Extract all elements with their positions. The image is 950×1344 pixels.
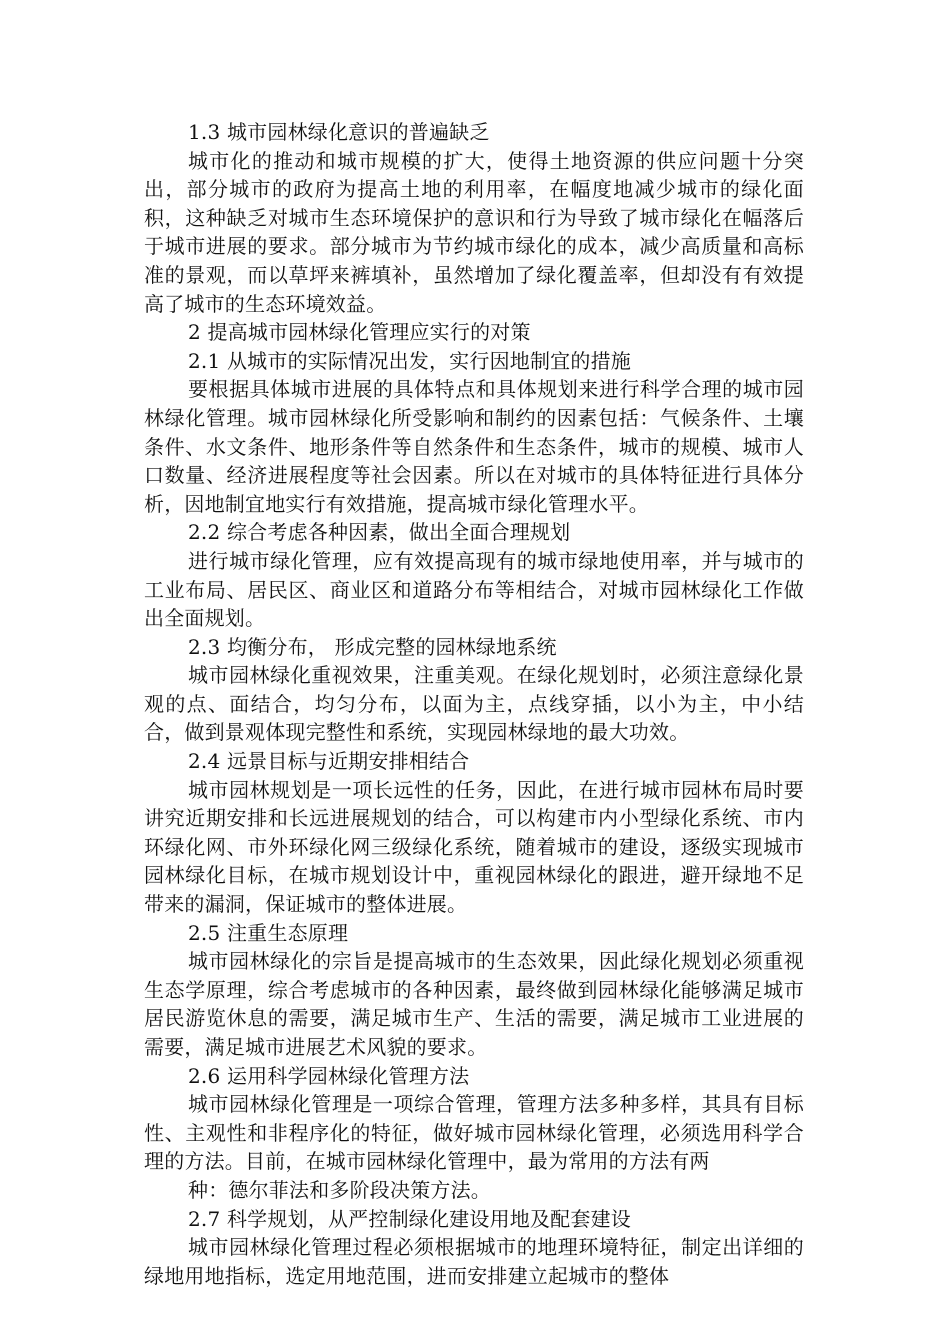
subsection-heading: 2.1 从城市的实际情况出发，实行因地制宜的措施 [188,348,631,373]
body-paragraph: 城市园林绿化的宗旨是提高城市的生态效果，因此绿化规划必须重视生态学原理，综合考虑城市的各种因素，最终做到园林绿化能够满足城市居民游览休息的需要，满足城市生产、生活的需要，满足城市工业进展的需要，满足城市进展艺术风貌的要求。 [144,949,804,1059]
body-paragraph: 城市园林规划是一项长远性的任务，因此，在进行城市园林布局时要讲究近期安排和长远进展规划的结合，可以构建市内小型绿化系统、市内环绿化网、市外环绿化网三级绿化系统，随着城市的建设，逐级实现城市园林绿化目标，在城市规划设计中，重视园林绿化的跟进，避开绿地不足带来的漏洞，保证城市的整体进展。 [144,777,804,917]
body-paragraph: 城市化的推动和城市规模的扩大，使得土地资源的供应问题十分突出，部分城市的政府为提高土地的利用率，在幅度地减少城市的绿化面积，这种缺乏对城市生态环境保护的意识和行为导致了城市绿化在幅落后于城市进展的要求。部分城市为节约城市绿化的成本，减少高质量和高标准的景观，而以草坪来裤填补，虽然增加了绿化覆盖率，但却没有有效提高了城市的生态环境效益。 [144,148,804,316]
section-heading: 1.3 城市园林绿化意识的普遍缺乏 [188,120,490,144]
body-paragraph: 进行城市绿化管理，应有效提高现有的城市绿地使用率，并与城市的工业布局、居民区、商业区和道路分布等相结合，对城市园林绿化工作做出全面规划。 [144,548,804,631]
subsection-heading: 2.3 均衡分布， 形成完整的园林绿地系统 [188,634,557,659]
section-heading: 2 提高城市园林绿化管理应实行的对策 [188,320,531,345]
subsection-heading: 2.4 远景目标与近期安排相结合 [188,749,470,774]
subsection-heading: 2.5 注重生态原理 [188,920,349,945]
document-body [144,118,804,1290]
body-paragraph: 城市园林绿化管理过程必须根据城市的地理环境特征，制定出详细的绿地用地指标，选定用地范围，进而安排建立起城市的整体 [144,1235,804,1288]
body-paragraph: 城市园林绿化重视效果，注重美观。在绿化规划时，必须注意绿化景观的点、面结合，均匀分布，以面为主，点线穿插，以小为主，中小结合，做到景观体现完整性和系统，实现园林绿地的最大功效。 [144,663,804,745]
subsection-heading: 2.6 运用科学园林绿化管理方法 [188,1063,470,1088]
body-paragraph: 要根据具体城市进展的具体特点和具体规划来进行科学合理的城市园林绿化管理。城市园林绿化所受影响和制约的因素包括：气候条件、土壤条件、水文条件、地形条件等自然条件和生态条件，城市的规模、城市人口数量、经济进展程度等社会因素。所以在对城市的具体特征进行具体分析，因地制宜地实行有效措施，提高城市绿化管理水平。 [144,377,804,516]
body-paragraph: 种：德尔菲法和多阶段决策方法。 [188,1177,491,1202]
subsection-heading: 2.2 综合考虑各种因素，做出全面合理规划 [188,520,571,545]
subsection-heading: 2.7 科学规划，从严控制绿化建设用地及配套建设 [188,1206,631,1231]
body-paragraph: 城市园林绿化管理是一项综合管理，管理方法多种多样，其具有目标性、主观性和非程序化的特征，做好城市园林绿化管理，必须选用科学合理的方法。目前，在城市园林绿化管理中，最为常用的方法有两 [144,1092,804,1174]
